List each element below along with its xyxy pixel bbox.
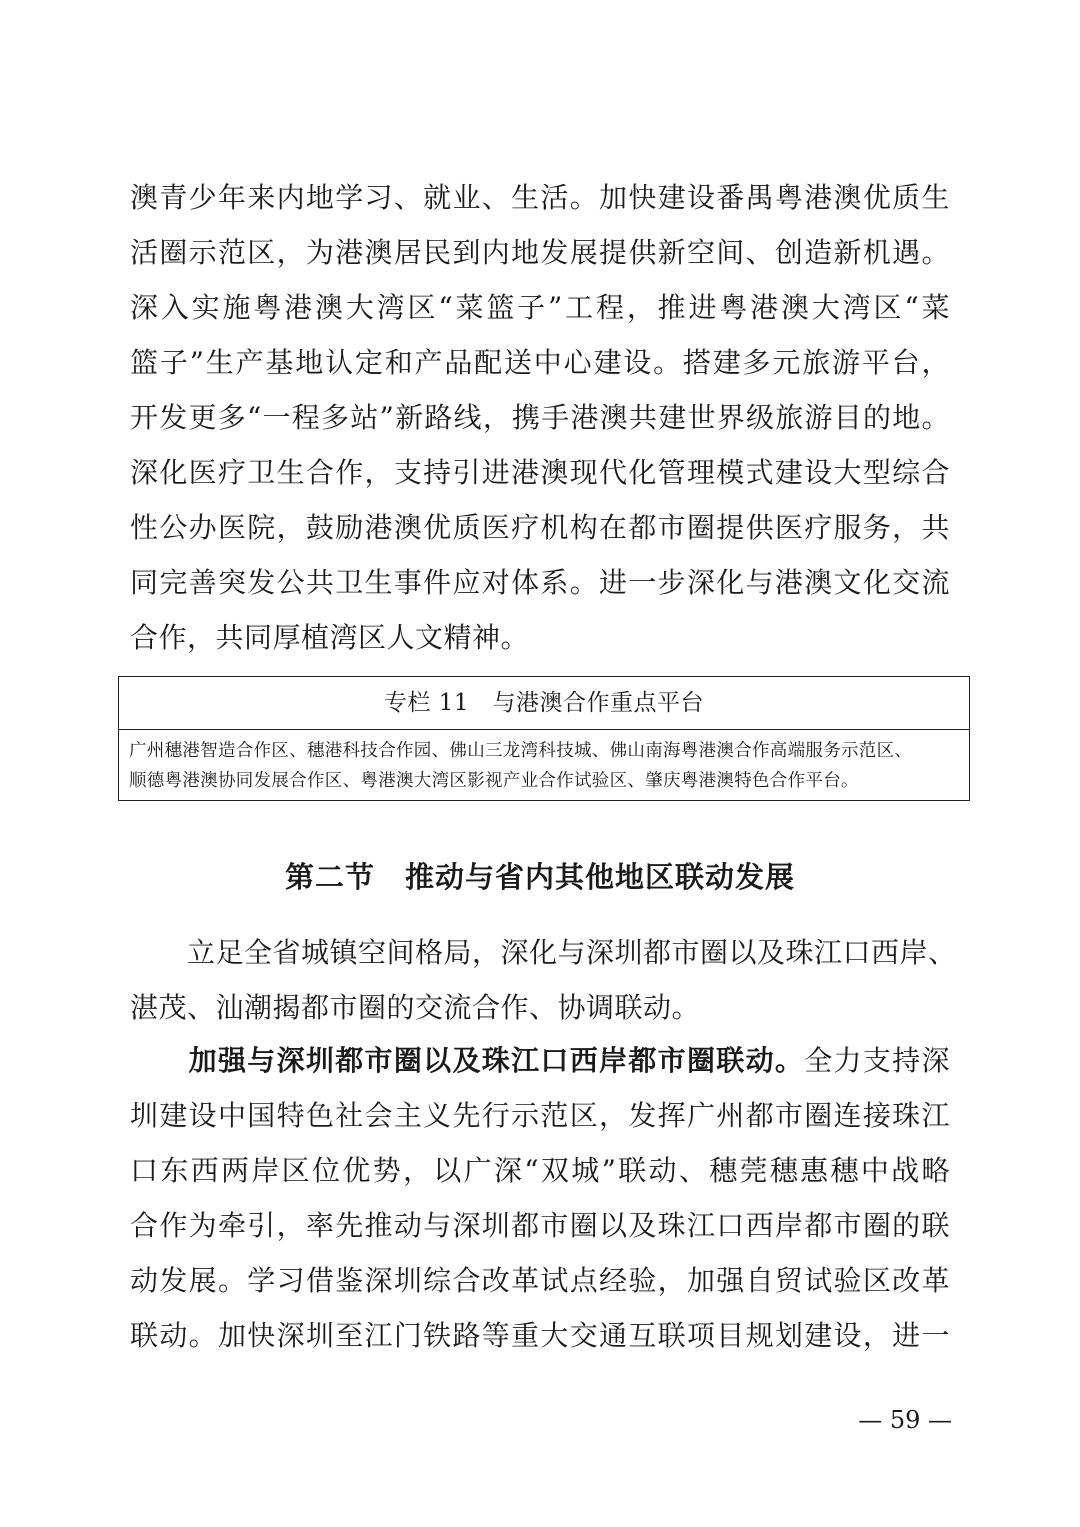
column-box-11 [118,676,970,801]
text-line: 联动。加快深圳至江门铁路等重大交通互联项目规划建设，进一 [130,1319,950,1352]
paragraph-hk-macao-cooperation [130,170,950,665]
text-line: 动发展。学习借鉴深圳综合改革试点经验，加强自贸试验区改革 [130,1264,950,1297]
column-box-body [119,730,969,796]
text-line: 合作，共同厚植湾区人文精神。 [130,621,530,654]
page-number: — 59 — [858,1406,952,1434]
bold-lead-sentence: 加强与深圳都市圈以及珠江口西岸都市圈联动。 [130,1044,805,1077]
text-line: 深入实施粤港澳大湾区“菜篮子”工程，推进粤港澳大湾区“菜 [130,291,950,324]
text-line: 立足全省城镇空间格局，深化与深圳都市圈以及珠江口西岸、 [130,936,957,969]
lead-rest: 全力支持深 [804,1044,950,1077]
paragraph-regional-linkage [130,925,957,1035]
text-line: 口东西两岸区位优势，以广深“双城”联动、穗莞穗惠穗中战略 [130,1154,950,1187]
text-line: 同完善突发公共卫生事件应对体系。进一步深化与港澳文化交流 [130,566,950,599]
text-line: 澳青少年来内地学习、就业、生活。加快建设番禺粤港澳优质生 [130,181,950,214]
paragraph-shenzhen-linkage [130,1033,950,1363]
text-line: 湛茂、汕潮揭都市圈的交流合作、协调联动。 [130,991,701,1024]
column-box-line: 广州穗港智造合作区、穗港科技合作园、佛山三龙湾科技城、佛山南海粤港澳合作高端服务示范区、 [129,741,913,761]
text-line: 活圈示范区，为港澳居民到内地发展提供新空间、创造新机遇。 [130,236,950,269]
text-line [130,1033,950,1088]
text-line: 性公办医院，鼓励港澳优质医疗机构在都市圈提供医疗服务，共 [130,511,950,544]
column-box-line: 顺德粤港澳协同发展合作区、粤港澳大湾区影视产业合作试验区、肇庆粤港澳特色合作平台。 [129,771,859,791]
column-box-title: 专栏 11 与港澳合作重点平台 [119,677,969,730]
text-line: 篮子”生产基地认定和产品配送中心建设。搭建多元旅游平台， [130,346,950,379]
text-line: 深化医疗卫生合作，支持引进港澳现代化管理模式建设大型综合 [130,456,950,489]
text-line: 合作为牵引，率先推动与深圳都市圈以及珠江口西岸都市圈的联 [130,1209,950,1242]
section-heading: 第二节 推动与省内其他地区联动发展 [284,860,795,894]
text-line: 圳建设中国特色社会主义先行示范区，发挥广州都市圈连接珠江 [130,1099,950,1132]
text-line: 开发更多“一程多站”新路线，携手港澳共建世界级旅游目的地。 [130,401,950,434]
